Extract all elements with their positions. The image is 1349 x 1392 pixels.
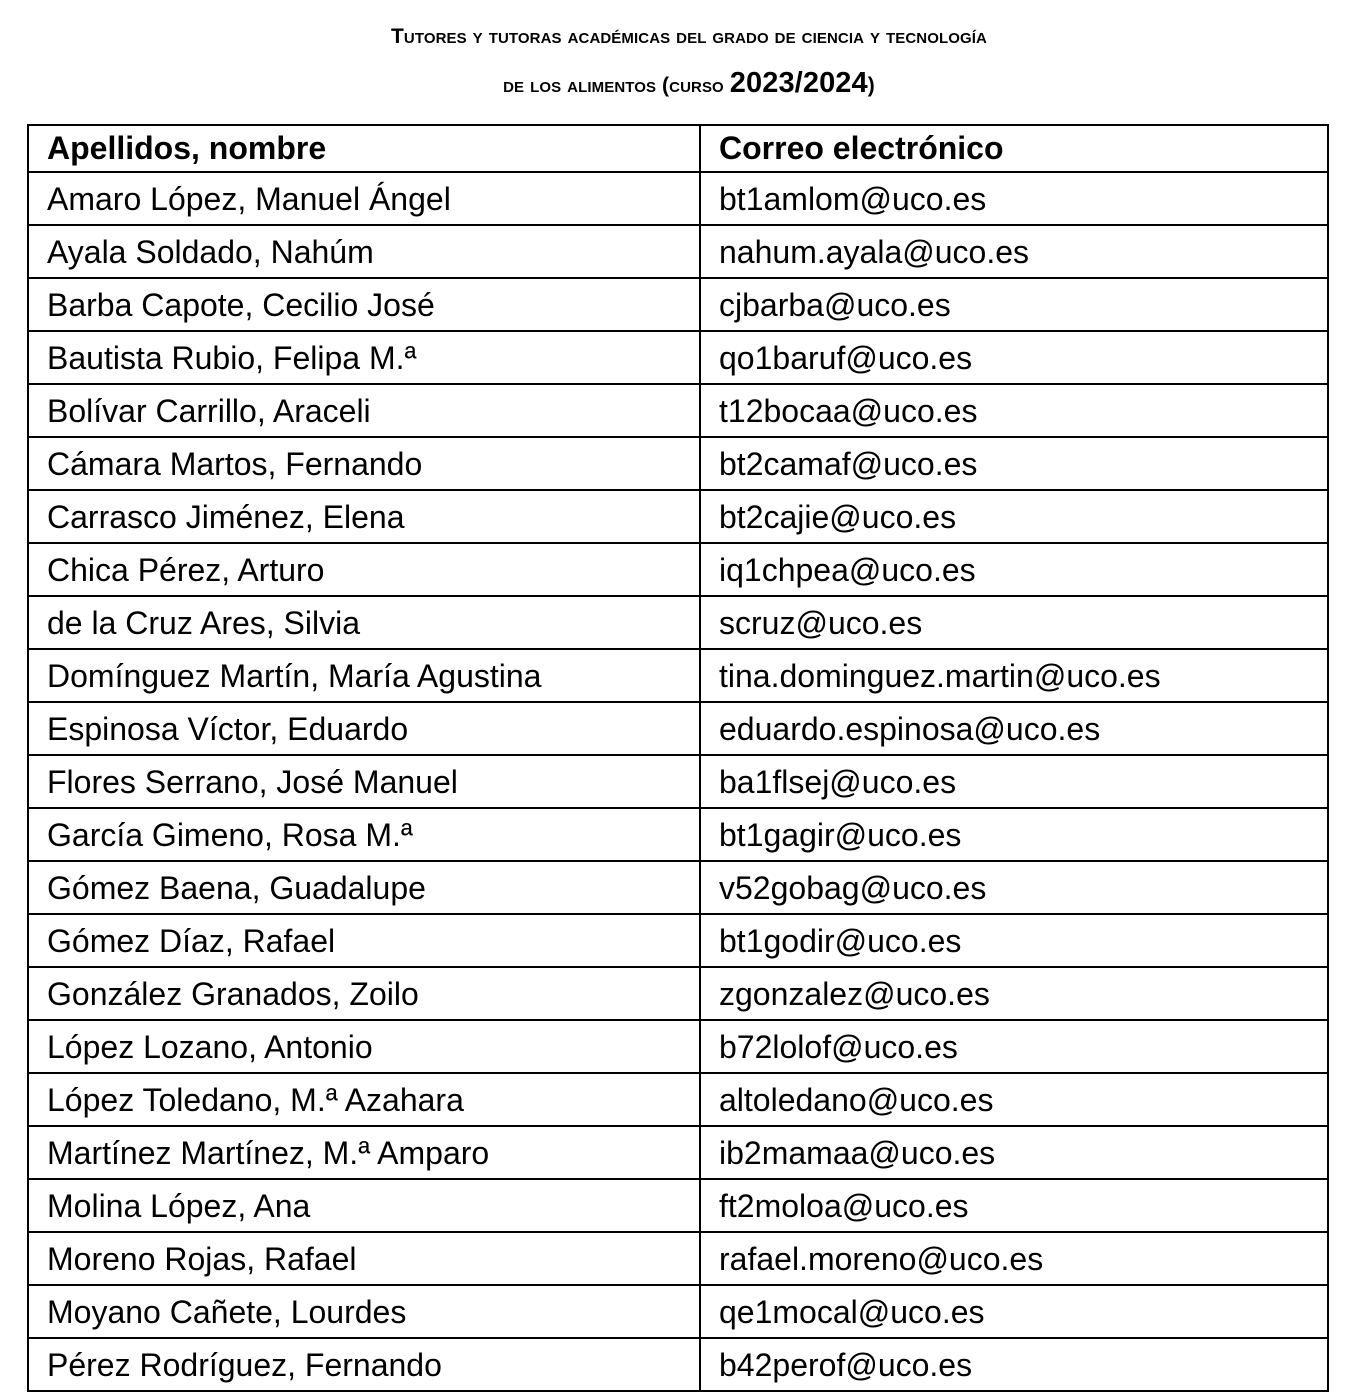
column-header-email: Correo electrónico [700, 125, 1328, 172]
tutor-email: b42perof@uco.es [700, 1338, 1328, 1391]
tutor-email: ft2moloa@uco.es [700, 1179, 1328, 1232]
tutor-email: scruz@uco.es [700, 596, 1328, 649]
tutor-name: Chica Pérez, Arturo [28, 543, 700, 596]
column-header-name: Apellidos, nombre [28, 125, 700, 172]
tutor-email: t12bocaa@uco.es [700, 384, 1328, 437]
table-row [28, 1020, 1328, 1073]
tutor-email: v52gobag@uco.es [700, 861, 1328, 914]
table-row [28, 596, 1328, 649]
table-row [28, 1073, 1328, 1126]
tutor-email: qo1baruf@uco.es [700, 331, 1328, 384]
tutor-email: nahum.ayala@uco.es [700, 225, 1328, 278]
table-row [28, 914, 1328, 967]
tutor-email: tina.dominguez.martin@uco.es [700, 649, 1328, 702]
tutor-name: López Lozano, Antonio [28, 1020, 700, 1073]
tutor-name: Ayala Soldado, Nahúm [28, 225, 700, 278]
table-row [28, 331, 1328, 384]
tutor-name: Domínguez Martín, María Agustina [28, 649, 700, 702]
tutor-name: Martínez Martínez, M.ª Amparo [28, 1126, 700, 1179]
title-line-1: Tutores y tutoras académicas del grado de ciencia y tecnología [390, 25, 987, 48]
table-row [28, 1232, 1328, 1285]
tutor-email: cjbarba@uco.es [700, 278, 1328, 331]
tutor-name: Carrasco Jiménez, Elena [28, 490, 700, 543]
tutors-table [27, 124, 1329, 1392]
table-row [28, 755, 1328, 808]
tutor-name: Gómez Baena, Guadalupe [28, 861, 700, 914]
tutor-name: Moyano Cañete, Lourdes [28, 1285, 700, 1338]
tutor-name: Molina López, Ana [28, 1179, 700, 1232]
table-row [28, 1126, 1328, 1179]
table-row [28, 1285, 1328, 1338]
title-line-2 [0, 60, 1349, 109]
tutor-name: Amaro López, Manuel Ángel [28, 172, 700, 225]
tutor-email: bt2camaf@uco.es [700, 437, 1328, 490]
table-row [28, 172, 1328, 225]
title-line-2-prefix: de los alimentos (curso [503, 74, 730, 97]
tutor-email: zgonzalez@uco.es [700, 967, 1328, 1020]
tutor-name: García Gimeno, Rosa M.ª [28, 808, 700, 861]
tutor-name: Bolívar Carrillo, Araceli [28, 384, 700, 437]
tutor-name: Cámara Martos, Fernando [28, 437, 700, 490]
tutor-name: de la Cruz Ares, Silvia [28, 596, 700, 649]
table-row [28, 543, 1328, 596]
tutor-email: rafael.moreno@uco.es [700, 1232, 1328, 1285]
title-year: 2023/2024 [729, 67, 868, 99]
tutor-name: Bautista Rubio, Felipa M.ª [28, 331, 700, 384]
tutor-email: qe1mocal@uco.es [700, 1285, 1328, 1338]
tutor-name: Gómez Díaz, Rafael [28, 914, 700, 967]
table-row [28, 437, 1328, 490]
tutor-name: Flores Serrano, José Manuel [28, 755, 700, 808]
table-row [28, 649, 1328, 702]
tutor-name: Barba Capote, Cecilio José [28, 278, 700, 331]
table-header-row [28, 125, 1328, 172]
table-row [28, 702, 1328, 755]
table-row [28, 967, 1328, 1020]
tutor-email: bt2cajie@uco.es [700, 490, 1328, 543]
title-line-2-suffix: ) [867, 74, 875, 97]
table-row [28, 278, 1328, 331]
tutor-name: González Granados, Zoilo [28, 967, 700, 1020]
document-title [0, 14, 1349, 109]
tutor-name: López Toledano, M.ª Azahara [28, 1073, 700, 1126]
tutor-email: b72lolof@uco.es [700, 1020, 1328, 1073]
tutor-email: bt1godir@uco.es [700, 914, 1328, 967]
tutor-name: Espinosa Víctor, Eduardo [28, 702, 700, 755]
table-row [28, 384, 1328, 437]
tutor-email: ib2mamaa@uco.es [700, 1126, 1328, 1179]
table-row [28, 861, 1328, 914]
table-row [28, 808, 1328, 861]
tutor-email: altoledano@uco.es [700, 1073, 1328, 1126]
table-row [28, 225, 1328, 278]
tutor-email: eduardo.espinosa@uco.es [700, 702, 1328, 755]
tutor-email: bt1amlom@uco.es [700, 172, 1328, 225]
tutor-email: iq1chpea@uco.es [700, 543, 1328, 596]
table-row [28, 490, 1328, 543]
tutor-email: ba1flsej@uco.es [700, 755, 1328, 808]
table-row [28, 1179, 1328, 1232]
tutor-name: Pérez Rodríguez, Fernando [28, 1338, 700, 1391]
tutor-email: bt1gagir@uco.es [700, 808, 1328, 861]
tutor-name: Moreno Rojas, Rafael [28, 1232, 700, 1285]
